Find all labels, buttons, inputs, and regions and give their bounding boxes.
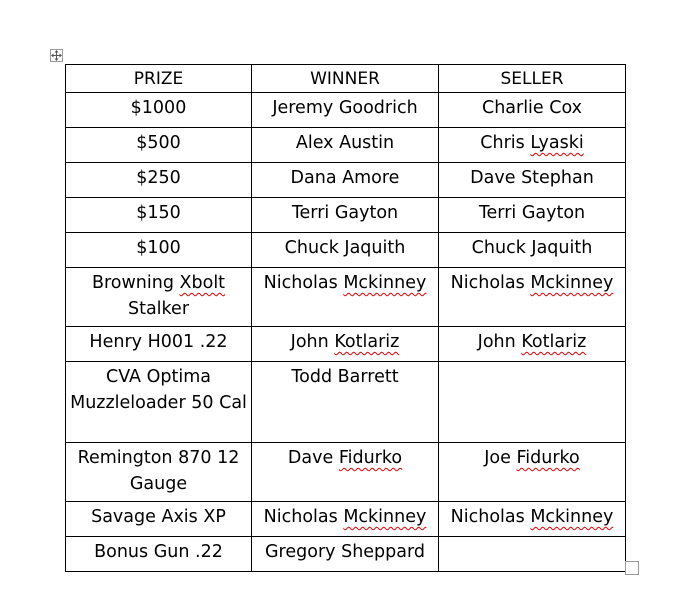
- winner-cell[interactable]: Dana Amore: [252, 163, 439, 198]
- prize-cell[interactable]: $1000: [66, 93, 252, 128]
- table-row: [66, 537, 626, 572]
- seller-cell[interactable]: Chris Lyaski: [439, 128, 626, 163]
- winner-cell[interactable]: Terri Gayton: [252, 198, 439, 233]
- prize-cell[interactable]: $250: [66, 163, 252, 198]
- spellcheck-word: Mckinney: [343, 507, 427, 527]
- seller-cell[interactable]: Terri Gayton: [439, 198, 626, 233]
- winner-cell[interactable]: Todd Barrett: [252, 362, 439, 443]
- table-row: [66, 327, 626, 362]
- winner-cell[interactable]: Alex Austin: [252, 128, 439, 163]
- seller-cell[interactable]: Dave Stephan: [439, 163, 626, 198]
- spellcheck-word: Mckinney: [530, 507, 614, 527]
- winner-cell[interactable]: Chuck Jaquith: [252, 233, 439, 268]
- table-resize-handle[interactable]: [625, 561, 639, 575]
- move-icon: [51, 50, 62, 61]
- winner-cell[interactable]: Jeremy Goodrich: [252, 93, 439, 128]
- spellcheck-word: Mckinney: [343, 273, 427, 293]
- prize-cell[interactable]: CVA Optima Muzzleloader 50 Cal: [66, 362, 252, 443]
- prize-cell[interactable]: Henry H001 .22: [66, 327, 252, 362]
- table-row: [66, 233, 626, 268]
- prize-cell[interactable]: $500: [66, 128, 252, 163]
- seller-cell[interactable]: [439, 362, 626, 443]
- seller-cell[interactable]: Joe Fidurko: [439, 443, 626, 502]
- table-header-row: [66, 65, 626, 93]
- table-move-handle[interactable]: [50, 49, 63, 62]
- header-prize[interactable]: PRIZE: [66, 65, 252, 93]
- spellcheck-word: Mckinney: [530, 273, 614, 293]
- header-winner[interactable]: WINNER: [252, 65, 439, 93]
- table-row: [66, 362, 626, 443]
- table-row: [66, 128, 626, 163]
- table-row: [66, 268, 626, 327]
- winner-cell[interactable]: John Kotlariz: [252, 327, 439, 362]
- prize-cell[interactable]: Savage Axis XP: [66, 502, 252, 537]
- seller-cell[interactable]: Nicholas Mckinney: [439, 268, 626, 327]
- prize-cell[interactable]: Browning Xbolt Stalker: [66, 268, 252, 327]
- table-row: [66, 198, 626, 233]
- winner-cell[interactable]: Dave Fidurko: [252, 443, 439, 502]
- spellcheck-word: Fidurko: [338, 448, 403, 468]
- prize-cell[interactable]: $150: [66, 198, 252, 233]
- header-seller[interactable]: SELLER: [439, 65, 626, 93]
- prize-cell[interactable]: Bonus Gun .22: [66, 537, 252, 572]
- spellcheck-word: Xbolt: [179, 273, 226, 293]
- winner-cell[interactable]: Gregory Sheppard: [252, 537, 439, 572]
- table-row: [66, 443, 626, 502]
- seller-cell[interactable]: Nicholas Mckinney: [439, 502, 626, 537]
- seller-cell[interactable]: John Kotlariz: [439, 327, 626, 362]
- spellcheck-word: Fidurko: [516, 448, 580, 468]
- table-row: [66, 502, 626, 537]
- seller-cell[interactable]: Charlie Cox: [439, 93, 626, 128]
- winner-cell[interactable]: Nicholas Mckinney: [252, 502, 439, 537]
- prize-cell[interactable]: Remington 870 12 Gauge: [66, 443, 252, 502]
- table-row: [66, 93, 626, 128]
- prize-cell[interactable]: $100: [66, 233, 252, 268]
- spellcheck-word: Lyaski: [530, 133, 584, 153]
- table-row: [66, 163, 626, 198]
- seller-cell[interactable]: [439, 537, 626, 572]
- prize-table: [65, 64, 626, 572]
- winner-cell[interactable]: Nicholas Mckinney: [252, 268, 439, 327]
- seller-cell[interactable]: Chuck Jaquith: [439, 233, 626, 268]
- spellcheck-word: Kotlariz: [334, 332, 400, 352]
- spellcheck-word: Kotlariz: [521, 332, 587, 352]
